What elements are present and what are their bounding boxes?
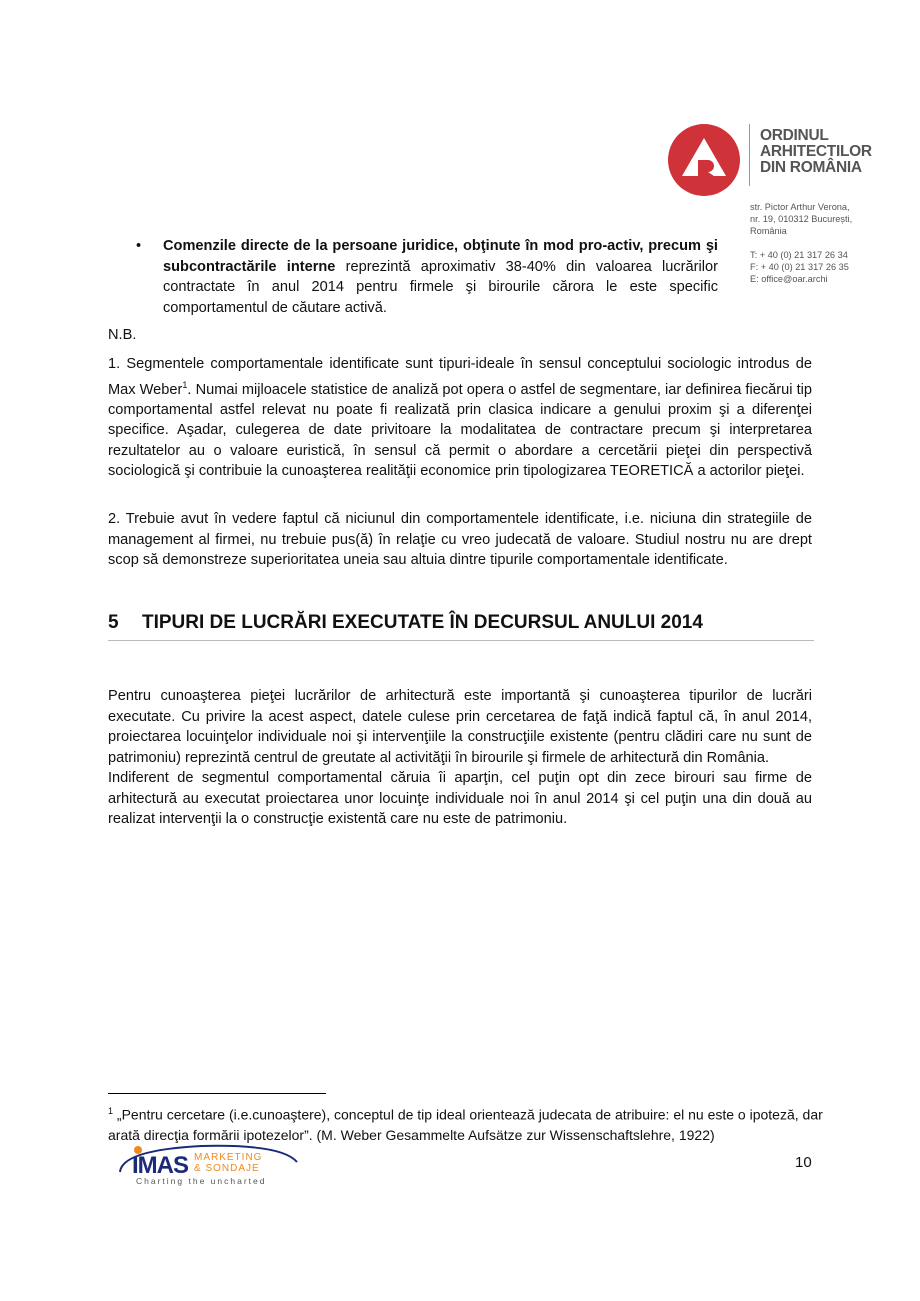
oar-emblem-icon — [668, 124, 740, 196]
footnote-ref: 1 — [182, 379, 188, 390]
phone: T: + 40 (0) 21 317 26 34 — [750, 250, 848, 260]
bullet-paragraph — [163, 236, 718, 318]
org-name-line: ORDINUL — [760, 127, 829, 144]
imas-logo-sub: MARKETING — [194, 1152, 263, 1163]
org-name-line: ARHITECTILOR — [760, 143, 872, 160]
fax: F: + 40 (0) 21 317 26 35 — [750, 262, 849, 272]
bullet-bold: Comenzile directe de la persoane juridice, obţinute în mod pro-activ, precum şi subcontractările interne — [163, 238, 718, 275]
footnote-text: „Pentru cercetare (i.e.cunoaştere), conceptul de tip ideal orientează judecata de atribuire: el nu este o ipoteză, dar arată direcţia formării ipotezelor”. (M. Weber Gesammelte Aufsätze zur Wissenschaftslehre, 1922) — [108, 1106, 823, 1143]
logo-divider — [749, 124, 750, 186]
paragraph-4: Indiferent de segmentul comportamental căruia îi aparţin, cel puţin opt din zece birouri sau firme de arhitectură au executat proiectarea unor locuinţe individuale noi în anul 2014 şi cel puţin una din două au realizat intervenţii la o construcţie existentă care nu este de patrimoniu. — [108, 770, 812, 827]
paragraph-1 — [108, 354, 812, 482]
oar-logo — [668, 124, 878, 194]
footnote-mark: 1 — [108, 1106, 114, 1116]
page-number: 10 — [795, 1154, 812, 1171]
nb-label: N.B. — [108, 327, 137, 343]
para1-text: . Numai mijloacele statistice de analiză pot opera o astfel de segmentare, iar definirea fiecărui tip comportamental astfel relevat nu poate fi realizată prin clasica indicare a genului proxim şi a diferenţei specifice. Aşadar, culegerea de date privitoare la modalitatea de contractare precum şi interpretarea rezultatelor au o valoare euristică, în sensul că permit o abordare a cercetării pieţei din perspectivă sociologică şi contribuie la cunoaşterea realităţii economice prin tipologizarea TEORETICĂ a actorilor pieţei. — [108, 381, 812, 480]
imas-logo-main: IMAS — [132, 1152, 188, 1179]
address-line: România — [750, 226, 787, 236]
footnote — [108, 1101, 828, 1145]
paragraph-3: Pentru cunoaşterea pieţei lucrărilor de arhitectură este importantă şi cunoaşterea tipurilor de lucrări executate. Cu privire la acest aspect, datele culese prin cercetarea de faţă indică faptul că, în anul 2014, proiectarea locuinţelor individuale noi şi intervenţiile la construcţiile existente (pentru clădiri care nu sunt de patrimoniu) reprezintă centrul de greutate al activităţii în birourile şi firmele de arhitectură din România. — [108, 688, 812, 766]
section-title: TIPURI DE LUCRĂRI EXECUTATE ÎN DECURSUL ANULUI 2014 — [142, 612, 703, 633]
email: E: office@oar.archi — [750, 274, 828, 284]
bullet-marker: • — [136, 238, 142, 254]
org-address — [750, 201, 852, 285]
section-heading — [108, 612, 814, 641]
org-name-line: DIN ROMÂNIA — [760, 159, 862, 176]
section-number: 5 — [108, 612, 119, 633]
imas-logo — [112, 1142, 302, 1188]
footnote-separator — [108, 1093, 326, 1094]
para1-text: 1. Segmentele comportamentale identificate sunt tipuri-ideale în sensul conceptului sociologic introdus de Max Weber — [108, 356, 812, 398]
bullet-text: reprezintă aproximativ 38-40% din valoarea lucrărilor contractate în anul 2014 pentru firmele şi birourile cărora le este specific comportamentul de căutare activă. — [163, 258, 718, 316]
address-line: str. Pictor Arthur Verona, — [750, 202, 850, 212]
address-line: nr. 19, 010312 București, — [750, 214, 853, 224]
paragraph-2: 2. Trebuie avut în vedere faptul că niciunul din comportamentele identificate, i.e. niciuna din strategiile de management al firmei, nu trebuie pus(ă) în relaţie cu vreo judecată de valoare. Studiul nostru nu are drept scop să demonstreze superioritatea uneia sau altuia dintre tipurile comportamentale identificate. — [108, 511, 812, 568]
imas-tagline: Charting the uncharted — [136, 1176, 267, 1186]
imas-logo-sub: & SONDAJE — [194, 1163, 260, 1174]
org-name — [760, 128, 872, 176]
